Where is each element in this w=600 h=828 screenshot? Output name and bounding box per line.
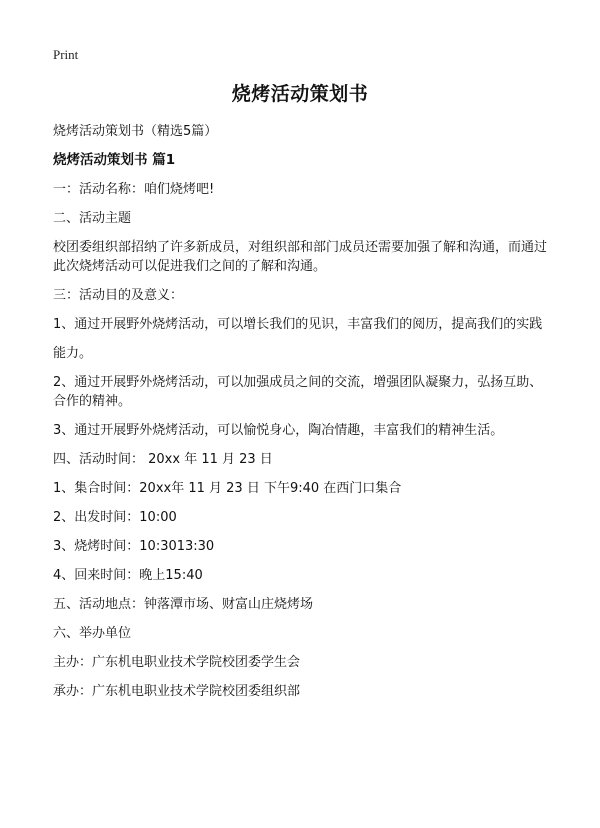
time-heading: 四、活动时间： 20xx 年 11 月 23 日 [53, 452, 273, 467]
host-organizer: 主办：广东机电职业技术学院校团委学生会 [53, 655, 301, 670]
purpose-item-3: 3、通过开展野外烧烤活动，可以愉悦身心，陶冶情趣，丰富我们的精神生活。 [53, 423, 504, 438]
theme-text: 校团委组织部招纳了许多新成员，对组织部和部门成员还需要加强了解和沟通，而通过此次烧烤活动可以促进我们之间的了解和沟通。 [53, 240, 548, 274]
purpose-item-1-continued: 能力。 [53, 346, 93, 361]
return-time: 4、回来时间：晚上15:40 [53, 568, 203, 583]
bbq-time: 3、烧烤时间：10:3013:30 [53, 539, 215, 554]
gather-time: 1、集合时间：20xx年 11 月 23 日 下午9:40 在西门口集合 [53, 481, 402, 496]
document-title: 烧烤活动策划书 [231, 83, 369, 105]
activity-name: 一：活动名称：咱们烧烤吧! [53, 182, 215, 197]
depart-time: 2、出发时间：10:00 [53, 510, 177, 525]
subtitle: 烧烤活动策划书（精选5篇） [53, 124, 218, 139]
purpose-item-2: 2、通过开展野外烧烤活动，可以加强成员之间的交流，增强团队凝聚力，弘扬互助、合作的精神。 [53, 375, 543, 409]
print-label: Print [53, 47, 79, 62]
organizer-heading: 六、举办单位 [53, 626, 132, 641]
document-body [53, 122, 553, 711]
theme-heading: 二、活动主题 [53, 211, 132, 226]
purpose-item-1: 1、通过开展野外烧烤活动，可以增长我们的见识，丰富我们的阅历，提高我们的实践 [53, 317, 543, 332]
location: 五、活动地点：钟落潭市场、财富山庄烧烤场 [53, 597, 314, 612]
co-organizer: 承办：广东机电职业技术学院校团委组织部 [53, 684, 301, 699]
purpose-heading: 三：活动目的及意义： [53, 288, 184, 303]
section-title: 烧烤活动策划书 篇1 [53, 152, 176, 168]
